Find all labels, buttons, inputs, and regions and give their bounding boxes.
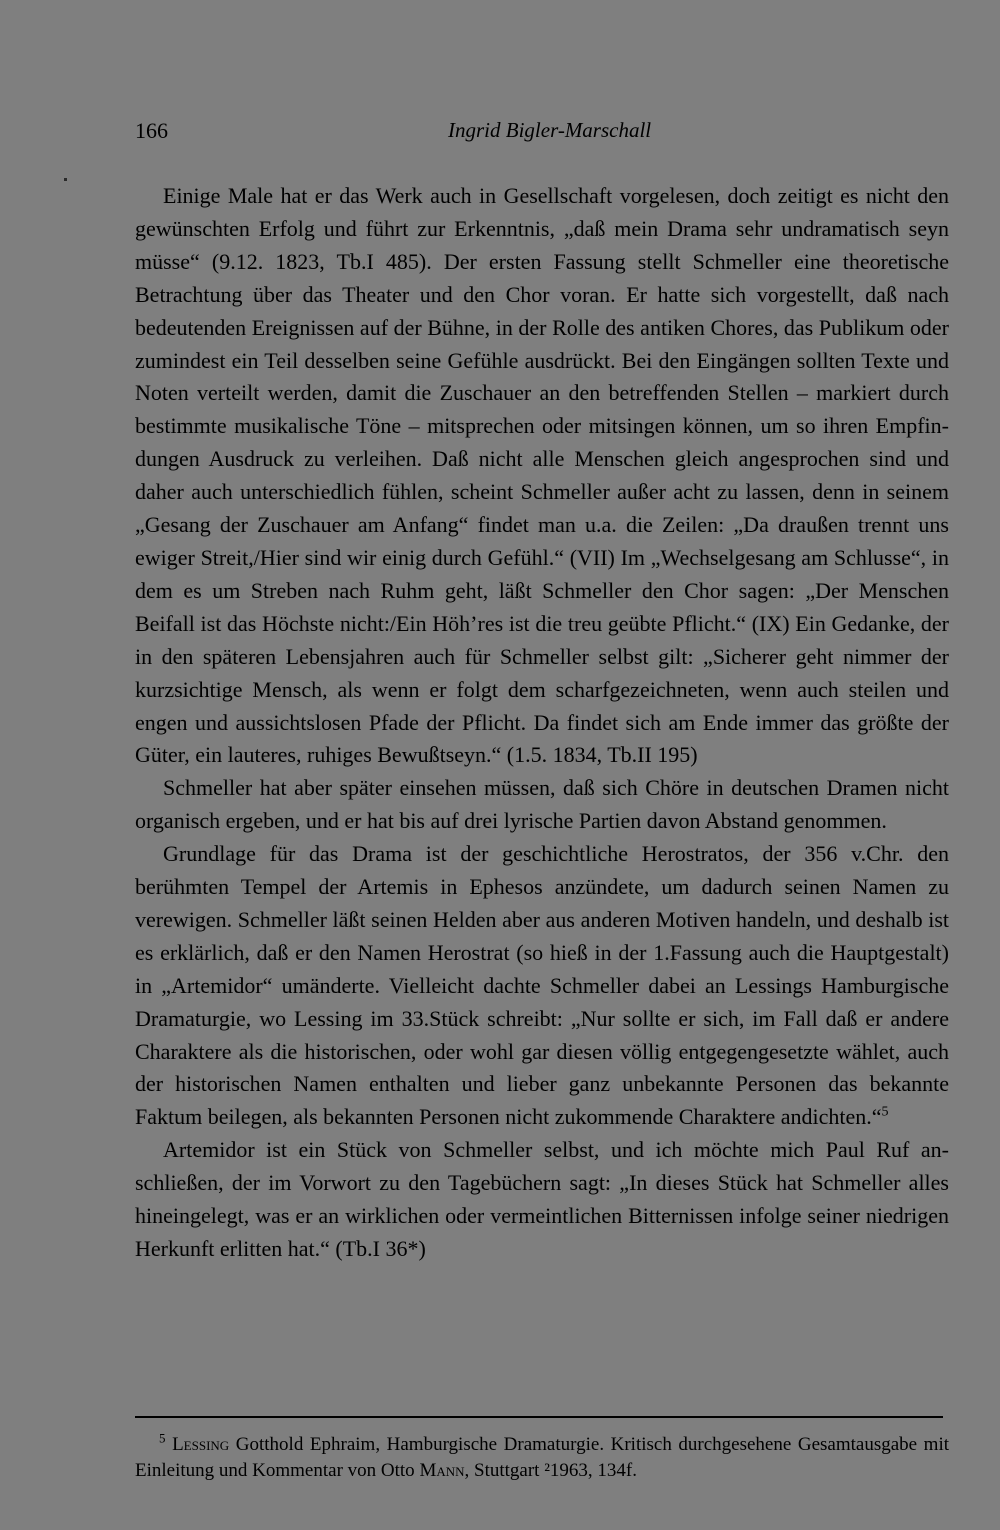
footnote-editor: Mann — [419, 1460, 465, 1481]
body-text — [135, 180, 949, 1266]
paragraph-3 — [135, 838, 949, 1134]
paragraph-1: Einige Male hat er das Werk auch in Gesellschaft vorgelesen, doch zeitigt es nicht den gewünschten Erfolg und führt zur Erkenntnis, „daß mein Drama sehr undramatisch seyn müsse“ (9.12. 1823, Tb.I 485). Der ersten Fassung stellt Schmeller eine theoretische Betrachtung über das Theater und den Chor voran. Er hatte sich vorgestellt, daß nach bedeutenden Ereignissen auf der Bühne, in der Rolle des antiken Chores, das Publikum oder zumindest ein Teil desselben seine Gefühle ausdrückt. Bei den Eingängen sollten Texte und Noten verteilt werden, damit die Zuschauer an den betreffenden Stellen – markiert durch bestimmte musikalische Töne – mitsprechen oder mitsingen können, um so ihren Empfindungen Ausdruck zu verleihen. Daß nicht alle Menschen gleich angesprochen sind und daher auch unterschiedlich fühlen, scheint Schmeller außer acht zu lassen, denn in seinem „Gesang der Zuschauer am Anfang“ findet man u.a. die Zeilen: „Da draußen trennt uns ewiger Streit,/Hier sind wir einig durch Gefühl.“ (VII) Im „Wechselgesang am Schlusse“, in dem es um Streben nach Ruhm geht, läßt Schmeller den Chor sagen: „Der Menschen Beifall ist das Höchste nicht:/Ein Höh’res ist die treu geübte Pflicht.“ (IX) Ein Gedanke, der in den späteren Lebensjahren auch für Schmeller selbst gilt: „Sicherer geht nimmer der kurzsichtige Mensch, als wenn er folgt dem scharfgezeichneten, wenn auch steilen und engen und aussichtslosen Pfade der Pflicht. Da findet sich am Ende immer das größte der Güter, ein lauteres, ruhiges Bewußtseyn.“ (1.5. 1834, Tb.II 195) — [135, 183, 949, 768]
footnote-mark: 5 — [159, 1430, 166, 1446]
page-number: 166 — [135, 118, 168, 143]
footnote-reference[interactable]: 5 — [881, 1105, 889, 1121]
paragraph-4: Artemidor ist ein Stück von Schmeller selbst, und ich möchte mich Paul Ruf anschließen, der im Vorwort zu den Tagebüchern sagt: „In dieses Stück hat Schmeller alles hineingelegt, was er an wirklichen oder vermeintlichen Bitternissen infolge seiner niedrigen Herkunft erlitten hat.“ (Tb.I 36*) — [135, 1137, 949, 1261]
footnote-author: Lessing — [172, 1434, 230, 1455]
scan-speck — [64, 178, 67, 181]
paragraph-2: Schmeller hat aber später einsehen müssen, daß sich Chöre in deutschen Dramen nicht organisch ergeben, und er hat bis auf drei lyrische Partien davon Abstand genommen. — [135, 775, 949, 834]
footnote-divider — [135, 1416, 943, 1418]
footnotes — [135, 1432, 949, 1484]
footnote-text-1: Gotthold Ephraim, Hamburgische Dramaturgie. Kritisch durchgesehene Gesamtausgabe mit Einleitung und Kommentar von Otto — [135, 1434, 950, 1481]
running-head: Ingrid Bigler-Marschall — [448, 118, 652, 142]
footnote-5 — [135, 1432, 949, 1484]
footnote-text-2: , Stuttgart ²1963, 134f. — [464, 1460, 637, 1481]
paragraph-3-text: Grundlage für das Drama ist der geschichtliche Herostratos, der 356 v.Chr. den berühmten Tempel der Artemis in Ephesos anzündete, um dadurch seinen Namen zu verewigen. Schmeller läßt seinen Helden aber aus anderen Motiven handeln, und deshalb ist es erklärlich, daß er den Namen Herostrat (so hieß in der 1.Fassung auch die Hauptgestalt) in „Artemidor“ umänderte. Vielleicht dachte Schmeller dabei an Lessings Hamburgische Dramaturgie, wo Lessing im 33.Stück schreibt: „Nur sollte er sich, im Fall daß er andere Charaktere als die historischen, oder wohl gar diesen völlig entgegengesetzte wählet, auch der historischen Namen enthalten und lieber ganz unbekannte Personen das bekannte Faktum beilegen, als bekannten Personen nicht zukommende Charaktere andichten.“ — [135, 841, 949, 1130]
